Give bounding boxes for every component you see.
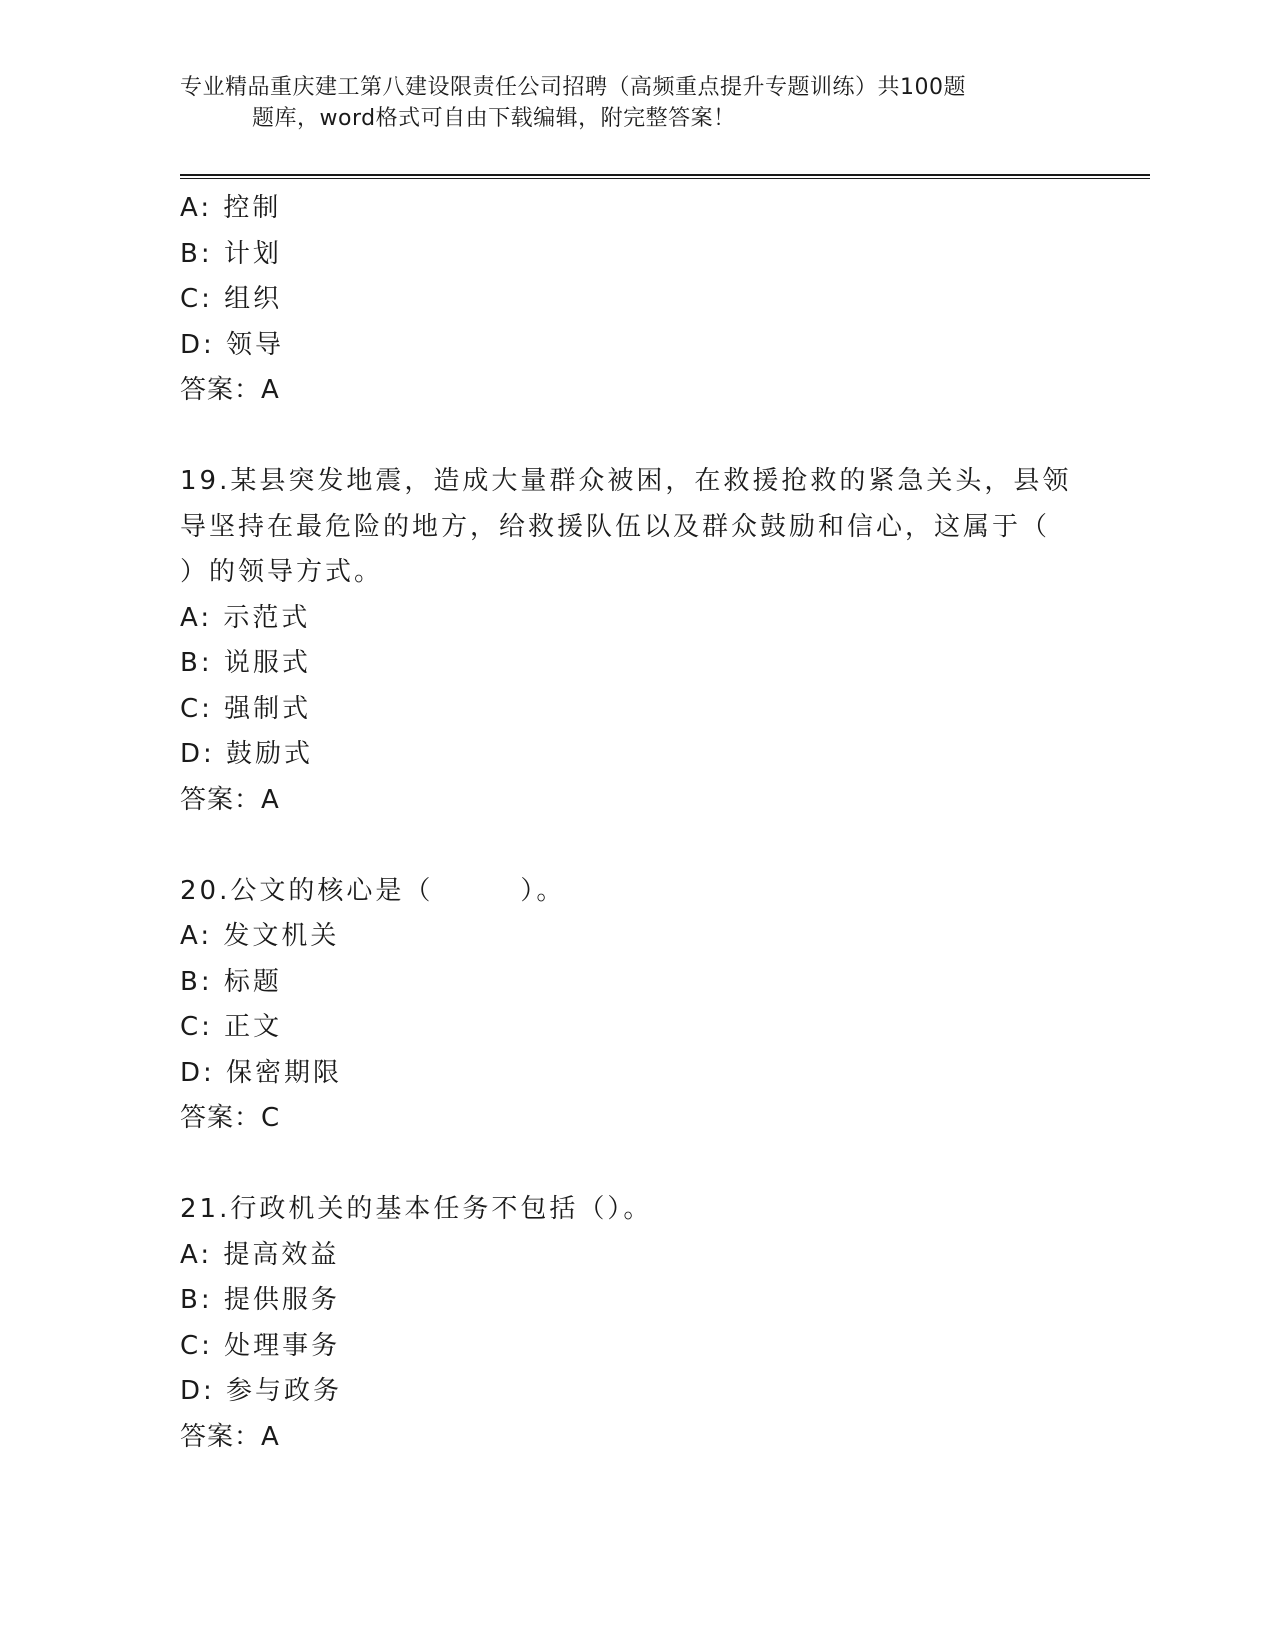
option-b: B: 计划: [180, 238, 282, 269]
question-list: [180, 186, 1080, 1460]
question-text: 20.公文的核心是（ ）。: [180, 875, 566, 906]
option-d: D: 参与政务: [180, 1376, 343, 1406]
header-divider-thick: [180, 174, 1150, 176]
option-d: D: 鼓励式: [180, 739, 314, 769]
option-a: A: 提高效益: [180, 1239, 340, 1270]
spacer: [180, 414, 1080, 460]
answer: 答案：A: [180, 784, 280, 815]
answer: 答案：A: [180, 1421, 280, 1452]
option-c: C: 组织: [180, 284, 283, 314]
spacer: [180, 823, 1080, 869]
question-19: [180, 459, 1080, 823]
spacer: [180, 1142, 1080, 1188]
header-title-line2: 题库，word格式可自由下载编辑，附完整答案！: [252, 106, 736, 131]
option-b: B: 标题: [180, 966, 282, 997]
question-text-line-2: 导坚持在最危险的地方，给救援队伍以及群众鼓励和信心，这属于（: [180, 511, 1051, 542]
question-text-line-1: 19.某县突发地震，造成大量群众被困，在救援抢救的紧急关头，县领: [180, 466, 1072, 496]
question-21: [180, 1187, 1080, 1460]
answer: 答案：C: [180, 1103, 281, 1133]
option-b: B: 说服式: [180, 648, 311, 678]
question-text: 21.行政机关的基本任务不包括（）。: [180, 1194, 653, 1224]
document-header: [180, 72, 1060, 134]
option-c: C: 强制式: [180, 693, 312, 724]
header-divider-thin: [180, 178, 1150, 179]
answer: 答案：A: [180, 375, 280, 405]
option-d: D: 领导: [180, 329, 285, 360]
option-c: C: 正文: [180, 1012, 283, 1042]
option-a: A: 控制: [180, 193, 282, 223]
question-20: [180, 869, 1080, 1142]
option-a: A: 示范式: [180, 602, 311, 633]
question-text-line-3: ）的领导方式。: [180, 557, 384, 587]
option-d: D: 保密期限: [180, 1057, 343, 1088]
option-a: A: 发文机关: [180, 921, 340, 951]
option-b: B: 提供服务: [180, 1285, 340, 1315]
question-18: [180, 186, 1080, 414]
option-c: C: 处理事务: [180, 1330, 341, 1361]
header-title-line1: 专业精品重庆建工第八建设限责任公司招聘（高频重点提升专题训练）共100题: [180, 75, 966, 100]
